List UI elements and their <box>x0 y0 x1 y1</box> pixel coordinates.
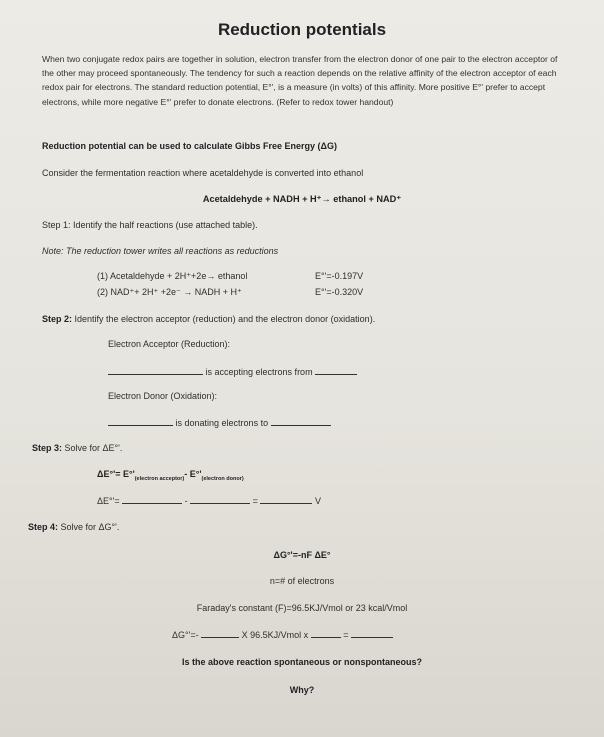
delta-e-unit: V <box>314 496 321 506</box>
delta-g-fill-line <box>172 628 393 640</box>
acceptor-from-blank[interactable] <box>315 365 357 375</box>
step4-label: Step 4: <box>28 522 59 532</box>
accepting-text: is accepting electrons from <box>205 367 313 377</box>
intro-paragraph: When two conjugate redox pairs are together in solution, electron transfer from the electron donor of one pair to the electron acceptor of the other may proceed spontaneously. The tendency for such a reaction depends on the relative affinity of the electron acceptor of each redox pair for electrons. The standard reduction potential, E°', is a measure (in volts) of this affinity. More positive E°' prefer to accept electrons, while more negative E°' prefer to donate electrons. (Refer to redox tower handout) <box>42 54 558 107</box>
n-definition: n=# of electrons <box>269 576 335 586</box>
delta-e-blank-result[interactable] <box>260 494 312 504</box>
half-reaction-1-potential: E°'=-0.197V <box>315 271 364 281</box>
delta-e-blank-1[interactable] <box>122 494 182 504</box>
step3-label: Step 3: <box>32 443 63 453</box>
acceptor-label: Electron Acceptor (Reduction): <box>108 339 231 349</box>
delta-g-fill-mid: X 96.5KJ/Vmol x <box>241 630 309 640</box>
step4-line <box>28 522 119 532</box>
acceptor-blank[interactable] <box>108 365 203 375</box>
consider-text: Consider the fermentation reaction where acetaldehyde is converted into ethanol <box>42 168 364 178</box>
delta-e-equation <box>97 469 244 482</box>
page-title: Reduction potentials <box>217 20 387 39</box>
delta-e-fill-label: ΔE°'= <box>97 496 120 506</box>
gibbs-heading: Reduction potential can be used to calculate Gibbs Free Energy (ΔG) <box>42 141 338 151</box>
accepting-line <box>108 365 357 377</box>
delta-g-blank-de[interactable] <box>311 628 341 638</box>
step3-text: Solve for ΔE°'. <box>62 443 123 453</box>
donating-text: is donating electrons to <box>175 418 269 428</box>
why-question: Why? <box>289 685 315 695</box>
delta-g-blank-result[interactable] <box>351 628 393 638</box>
delta-g-equals: = <box>343 630 349 640</box>
delta-g-fill-label: ΔG°'=- <box>172 630 199 640</box>
delta-e-donor-sub: (electron donor) <box>201 475 244 482</box>
step4-text: Solve for ΔG°'. <box>58 522 120 532</box>
donor-label: Electron Donor (Oxidation): <box>108 391 218 401</box>
delta-g-blank-n[interactable] <box>201 628 239 638</box>
delta-e-blank-2[interactable] <box>190 494 250 504</box>
delta-e-mid: - E°' <box>184 469 202 479</box>
half-reaction-2: (2) NAD⁺+ 2H⁺ +2e⁻ → NADH + H⁺ <box>97 287 242 297</box>
donor-blank[interactable] <box>108 416 173 426</box>
half-reaction-1: (1) Acetaldehyde + 2H⁺+2e→ ethanol <box>97 271 248 281</box>
step3-line <box>32 443 122 453</box>
delta-e-equals: = <box>252 496 258 506</box>
step2-line <box>42 314 375 324</box>
delta-e-left: ΔE°'= E°' <box>97 469 135 479</box>
delta-e-minus: - <box>184 496 188 506</box>
delta-e-acceptor-sub: (electron acceptor) <box>134 475 185 482</box>
overall-reaction: Acetaldehyde + NADH + H⁺→ ethanol + NAD⁺ <box>202 194 402 204</box>
step2-label: Step 2: <box>42 314 73 324</box>
spontaneous-question: Is the above reaction spontaneous or nonspontaneous? <box>181 657 423 667</box>
donor-to-blank[interactable] <box>271 416 331 426</box>
step1-text: Step 1: Identify the half reactions (use attached table). <box>42 220 258 230</box>
half-reaction-2-potential: E°'=-0.320V <box>315 287 364 297</box>
step2-text: Identify the electron acceptor (reduction) and the electron donor (oxidation). <box>72 314 376 324</box>
delta-e-fill-line <box>97 494 321 506</box>
faraday-constant: Faraday's constant (F)=96.5KJ/Vmol or 23 kcal/Vmol <box>196 603 408 613</box>
note-text: Note: The reduction tower writes all reactions as reductions <box>42 246 279 256</box>
donating-line <box>108 416 331 428</box>
delta-g-equation: ΔG°'=-nF ΔE° <box>273 550 331 560</box>
